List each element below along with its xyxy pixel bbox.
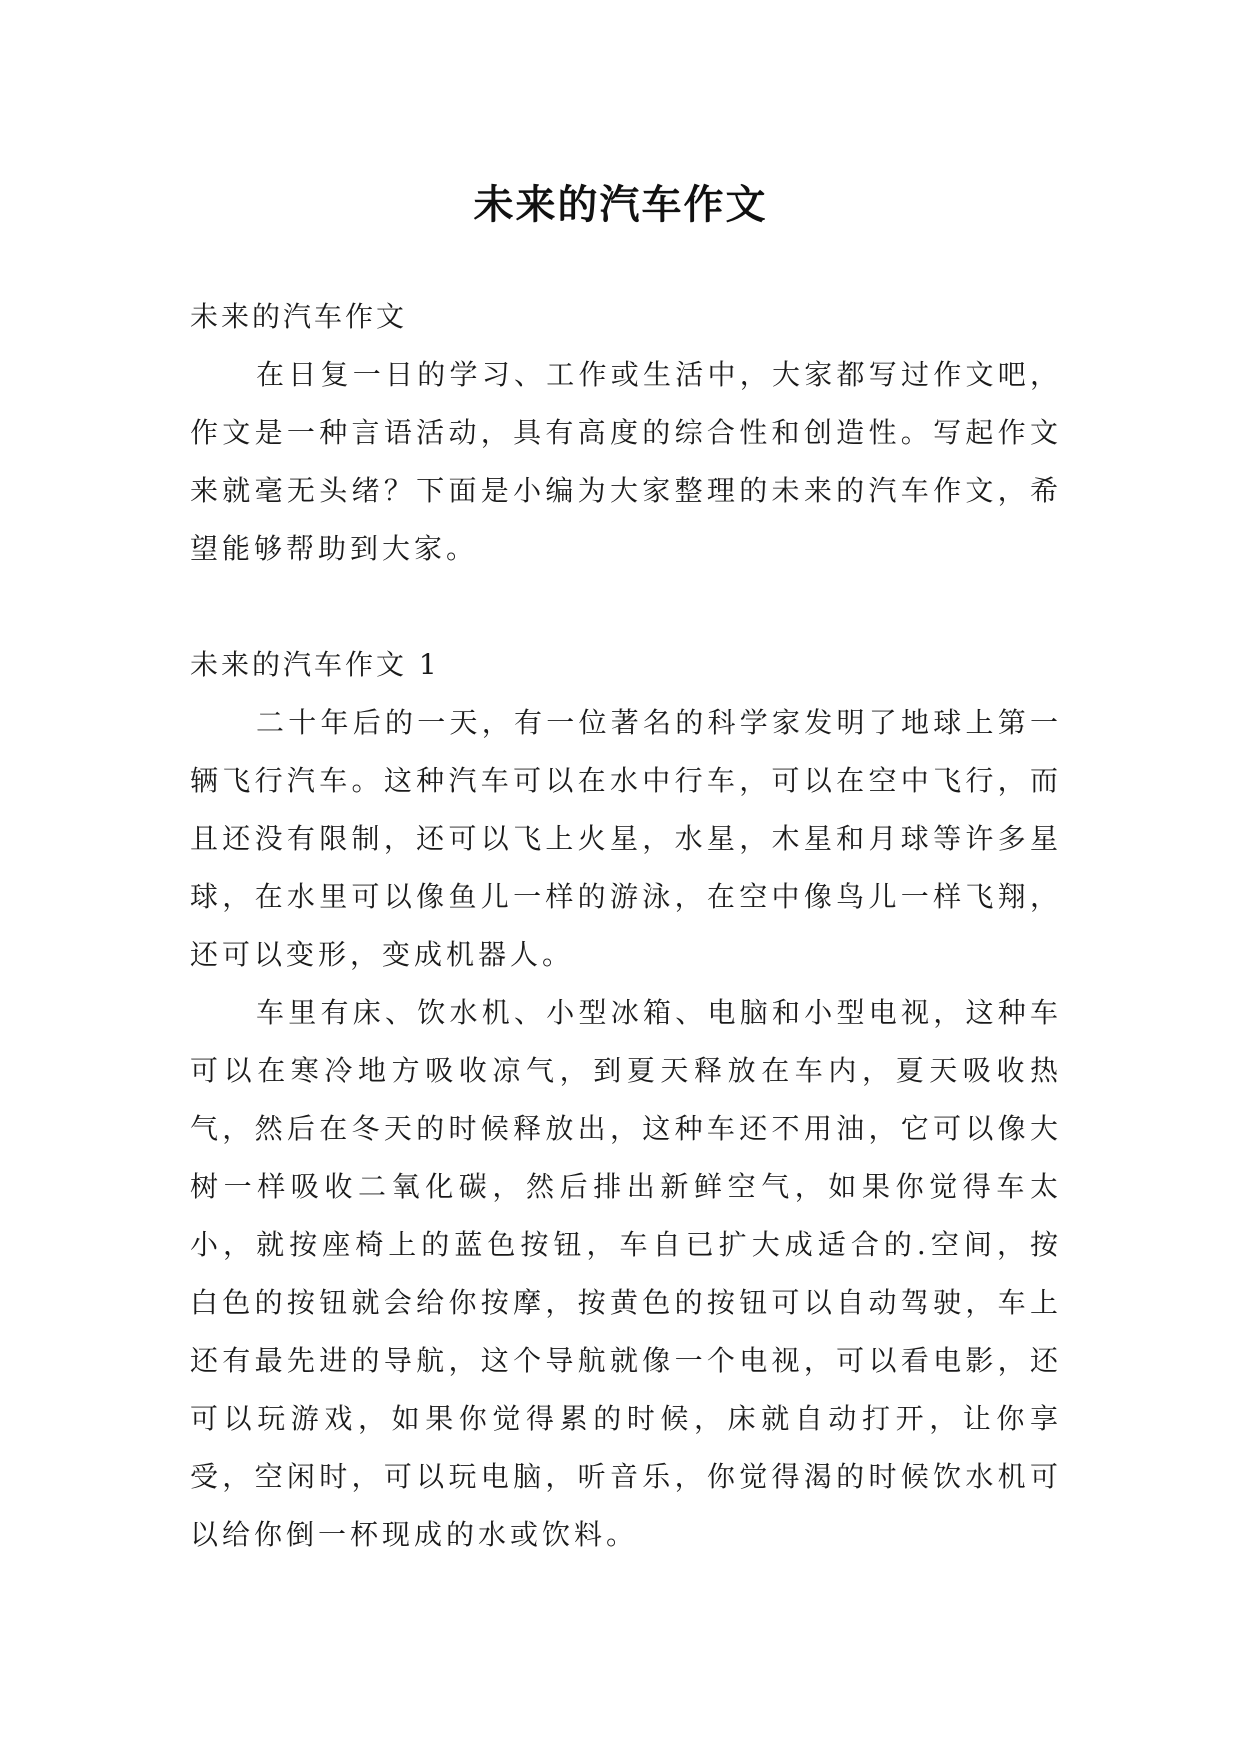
document-title: 未来的汽车作文 bbox=[473, 180, 768, 228]
section-1-heading: 未来的汽车作文 1 bbox=[190, 648, 440, 681]
intro-heading: 未来的汽车作文 bbox=[190, 300, 408, 333]
section-1-paragraph-1: 二十年后的一天，有一位著名的科学家发明了地球上第一辆飞行汽车。这种汽车可以在水中行车，可以在空中飞行，而且还没有限制，还可以飞上火星，水星，木星和月球等许多星球，在水里可以像鱼儿一样的游泳，在空中像鸟儿一样飞翔，还可以变形，变成机器人。 bbox=[190, 706, 1062, 971]
section-1-paragraph-2: 车里有床、饮水机、小型冰箱、电脑和小型电视，这种车可以在寒冷地方吸收凉气，到夏天释放在车内，夏天吸收热气，然后在冬天的时候释放出，这种车还不用油，它可以像大树一样吸收二氧化碳，然后排出新鲜空气，如果你觉得车太小，就按座椅上的蓝色按钮，车自已扩大成适合的.空间，按白色的按钮就会给你按摩，按黄色的按钮可以自动驾驶，车上还有最先进的导航，这个导航就像一个电视，可以看电影，还可以玩游戏，如果你觉得累的时候，床就自动打开，让你享受，空闲时，可以玩电脑，听音乐，你觉得渴的时候饮水机可以给你倒一杯现成的水或饮料。 bbox=[190, 996, 1062, 1551]
section-spacer bbox=[190, 578, 1062, 636]
intro-paragraph: 在日复一日的学习、工作或生活中，大家都写过作文吧，作文是一种言语活动，具有高度的综合性和创造性。写起作文来就毫无头绪？下面是小编为大家整理的未来的汽车作文，希望能够帮助到大家。 bbox=[190, 358, 1062, 565]
document-body bbox=[190, 288, 1062, 1564]
